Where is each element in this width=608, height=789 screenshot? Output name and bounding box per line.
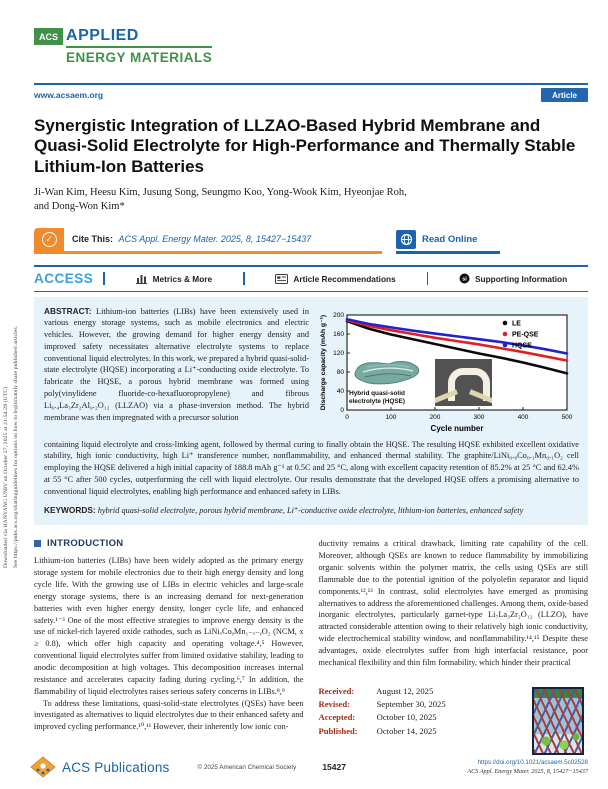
article-recommendations-link[interactable]: Article Recommendations <box>275 274 395 284</box>
intro-paragraph-1: Lithium-ion batteries (LIBs) have been widely adopted as the primary energy storage system for mobile electronics due to their high energy density and long cycle life. With the growing use of LIBs in electric vehicles and large-scale energy storage systems, there is an increasing demand for next-generation batteries with even higher energy density, longer cycle life, and enhanced safety.¹⁻³ One of the most effective strategies to improve energy density is the use of nickel-rich layered oxide cathodes, such as LiNiₓCoᵧMn₁₋ₓ₋ᵧO₂ (NCM, x ≥ 0.8), which offer high capacity and operating voltage.⁴,⁵ However, conventional liquid electrolytes suffer from limited oxidative stability, leading to anodic decomposition at high voltages. This decomposition increases internal resistance and accelerates capacity fading during cycling.⁶,⁷ In addition, the flammability of liquid electrolytes raises serious safety concerns in LIBs.⁸,⁹ <box>34 556 304 696</box>
article-history <box>319 685 589 757</box>
access-bar <box>34 265 588 292</box>
introduction-heading: INTRODUCTION <box>47 538 124 550</box>
svg-text:160: 160 <box>333 330 344 338</box>
abstract-column-text: Lithium-ion batteries (LIBs) have been extensively used in various energy storage systems, such as mobile electronics and electric vehicles. However, the growing demand for higher energy density and improved safety necessitates alternative electrolyte systems to replace conventional liquid electrolytes. In this work, we prepared a hybrid quasi-solid-state electrolyte (HQSE) incorporating a Li⁺-conducting oxide electrolyte. To fabricate the HQSE, a porous hybrid membrane was formed using poly(vinylidene fluoride-co-hexafluoropropylene) and fibrous Li₆.₄La₃Zr₂Al₀.₂O₁₂ (LLZAO) via a phase-inversion method. The hybrid membrane was then impregnated with a precursor solution <box>44 306 309 422</box>
page-number: 15427 <box>322 762 346 772</box>
accepted-date: Accepted: October 10, 2025 <box>318 712 437 723</box>
svg-text:200: 200 <box>429 413 441 421</box>
header-rule <box>34 83 588 85</box>
publisher-name: ACS Publications <box>62 759 170 775</box>
svg-text:80: 80 <box>336 368 344 376</box>
page-footer <box>30 756 588 778</box>
divider <box>427 272 429 285</box>
download-notice <box>2 228 21 568</box>
authors-line2: and Dong-Won Kim* <box>34 201 125 213</box>
divider <box>103 272 105 285</box>
received-date: Received: August 12, 2025 <box>318 685 434 696</box>
citation-reference[interactable]: ACS Appl. Energy Mater. 2025, 8, 15427−15437 <box>118 234 312 245</box>
read-online-label: Read Online <box>422 233 478 245</box>
cite-this-bar[interactable] <box>34 228 382 254</box>
intro-paragraph-3: ductivity remains a critical drawback, limiting rate capability of the cell. Moreover, although QSEs are known to reduce flammability by immobilizing organic solvents within the polymer matrix, the cells using QSEs are still flammable due to the potential ignition of the polyolefin separator and liquid components.¹²,¹³ In contrast, solid electrolytes have emerged as promising alternatives to address the aforementioned challenges. Among them, oxide-based inorganic electrolytes, particularly garnet-type Li₇La₃Zr₂O₁₂ (LLZO), have attracted considerable attention owing to their relatively high ionic conductivity, wide electrochemical stability window, and nonflammability.¹⁴,¹⁵ Despite these advantages, oxide electrolytes suffer from high interfacial resistance, poor mechanical flexibility and thin film formability, which hinder their practical <box>318 539 588 667</box>
journal-name-line2: ENERGY MATERIALS <box>66 50 213 65</box>
divider <box>243 272 245 285</box>
svg-text:LE: LE <box>512 320 521 328</box>
cite-this-label: Cite This: <box>72 234 114 245</box>
authors-line1: Ji-Wan Kim, Heesu Kim, Jusung Song, Seungmo Koo, Yong-Wook Kim, Hyeonjae Roh, <box>34 187 407 199</box>
svg-text:PE-QSE: PE-QSE <box>512 331 539 339</box>
abstract-text-column <box>44 306 309 436</box>
bent-electrolyte-photo <box>435 359 492 406</box>
right-column <box>319 538 589 756</box>
footer-citation: ACS Appl. Energy Mater. 2025, 8, 15427−15437 <box>467 768 588 775</box>
abstract-full-text: containing liquid electrolyte and cross-linking agent, followed by thermal curing to finally obtain the HQSE. The resulting HQSE exhibited excellent oxidative stability, high ionic conductivity, high Li⁺ transference number, nonflammability, and enhanced thermal stability. The graphite/LiNi₀.₈Co₀.₁Mn₀.₁O₂ cell employing the HQSE delivered a high initial capacity of 188.8 mAh g⁻¹ at 0.5C and 25 °C, along with excellent capacity retention of 85.2% at 25 °C and 62.4% at 55 °C after 500 cycles, outperforming the cell with liquid electrolyte. Our results demonstrate that the developed HQSE offers a promising alternative to conventional liquid electrolytes, enabling high performance and enhanced safety in LIBs. <box>44 439 579 496</box>
svg-text:120: 120 <box>333 349 344 357</box>
download-notice-line1: Downloaded via HANYANG UNIV on October 27, 2025 at 21:54:29 (UTC). <box>3 385 9 568</box>
svg-text:100: 100 <box>385 413 397 421</box>
keywords-text: hybrid quasi-solid electrolyte, porous hybrid membrane, Li⁺-conductive oxide electrolyte, lithium-ion batteries, enhanced safety <box>97 506 524 516</box>
svg-text:0: 0 <box>340 406 344 414</box>
svg-text:500: 500 <box>561 413 573 421</box>
graphical-abstract <box>317 306 579 436</box>
left-column <box>34 538 304 756</box>
abstract-section <box>34 297 588 526</box>
svg-text:200: 200 <box>333 311 344 319</box>
recommendations-icon <box>275 274 288 284</box>
acs-diamond-icon <box>30 756 56 778</box>
keywords-label: KEYWORDS: <box>44 505 96 516</box>
svg-text:Cycle number: Cycle number <box>430 423 484 433</box>
inset-membrane-caption: Hybrid quasi-solid electrolyte (HQSE) <box>348 389 406 405</box>
page-title: Synergistic Integration of LLZAO-Based Hybrid Membrane and Quasi-Solid Electrolyte for High-Performance and Thermally Stable Lithium-Ion Batteries <box>34 116 576 176</box>
metrics-and-more-link[interactable]: Metrics & More <box>136 273 212 284</box>
svg-text:300: 300 <box>473 413 485 421</box>
author-list <box>34 186 588 214</box>
svg-text:si: si <box>462 276 467 283</box>
journal-name-line1: APPLIED <box>66 27 212 48</box>
supporting-information-link[interactable]: si Supporting Information <box>459 273 567 284</box>
svg-text:Discharge capacity (mAh g⁻¹): Discharge capacity (mAh g⁻¹) <box>320 314 327 410</box>
doi-link[interactable]: https://doi.org/10.1021/acsaem.5c02528 <box>477 758 588 766</box>
read-online-button[interactable] <box>396 228 500 254</box>
revised-date: Revised: September 30, 2025 <box>318 698 446 709</box>
cite-check-icon: ✓ <box>34 228 64 251</box>
published-date: Published: October 14, 2025 <box>318 725 437 736</box>
section-bullet <box>34 540 41 547</box>
supporting-information-icon <box>459 273 470 284</box>
journal-website-link[interactable]: www.acsaem.org <box>34 90 104 100</box>
acs-publications-logo[interactable] <box>30 756 170 778</box>
bar-chart-icon <box>136 273 148 284</box>
svg-text:0: 0 <box>345 413 349 421</box>
acs-logo-box: ACS <box>34 28 63 45</box>
download-notice-line2: See https://pubs.acs.org/sharingguidelines for options on how to legitimately share published articles. <box>12 325 19 568</box>
journal-cover-thumbnail[interactable] <box>532 687 584 755</box>
article-type-badge: Article <box>541 88 588 102</box>
svg-text:HQSE: HQSE <box>512 342 532 350</box>
intro-paragraph-2: To address these limitations, quasi-solid-state electrolytes (QSEs) have been investigated as alternatives to liquid electrolytes due to their enhanced safety and improved cycling performance.¹⁰,¹¹ However, their inherently low ionic con- <box>34 698 304 732</box>
globe-icon <box>396 230 416 249</box>
abstract-label: ABSTRACT: <box>44 305 92 316</box>
copyright-text: © 2025 American Chemical Society <box>197 763 297 771</box>
journal-logo <box>34 0 588 65</box>
svg-text:40: 40 <box>336 387 344 395</box>
access-link[interactable]: ACCESS <box>34 271 94 287</box>
svg-text:400: 400 <box>517 413 529 421</box>
